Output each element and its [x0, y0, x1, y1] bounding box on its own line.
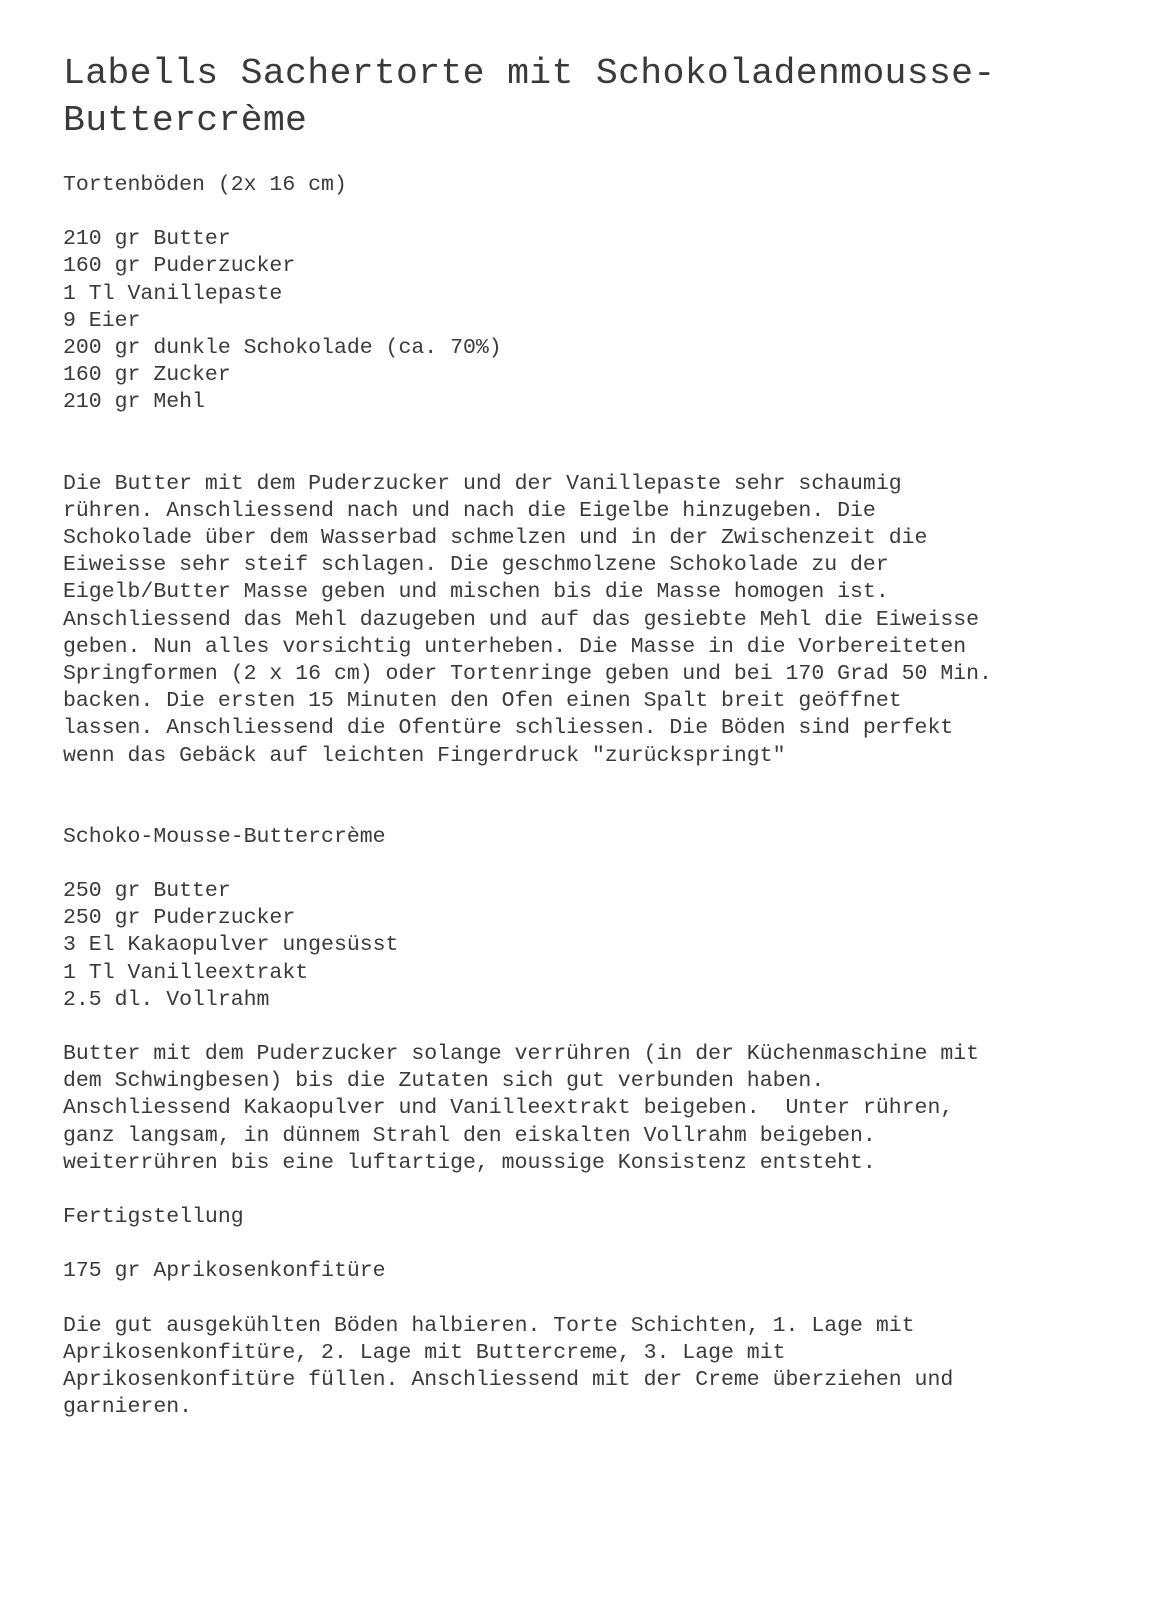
instruction-line: Anschliessend das Mehl dazugeben und auf das gesiebte Mehl die Eiweisse — [63, 607, 980, 632]
instruction-line: Eiweisse sehr steif schlagen. Die geschmolzene Schokolade zu der — [63, 553, 889, 578]
section-buttercreme — [63, 824, 1143, 1177]
instruction-line: dem Schwingbesen) bis die Zutaten sich gut verbunden haben. — [63, 1069, 825, 1094]
instruction-line: rühren. Anschliessend nach und nach die Eigelbe hinzugeben. Die — [63, 498, 876, 523]
instruction-line: garnieren. — [63, 1395, 193, 1420]
instruction-line: Springformen (2 x 16 cm) oder Tortenringe geben und bei 170 Grad 50 Min. — [63, 662, 992, 687]
ingredient-item: 250 gr Puderzucker — [63, 906, 296, 931]
instruction-line: backen. Die ersten 15 Minuten den Ofen einen Spalt breit geöffnet — [63, 689, 902, 714]
ingredient-item: 3 El Kakaopulver ungesüsst — [63, 933, 399, 958]
instruction-line: Butter mit dem Puderzucker solange verrühren (in der Küchenmaschine mit — [63, 1042, 980, 1067]
ingredient-list-tortenboeden — [63, 226, 1143, 416]
instruction-line: weiterrühren bis eine luftartige, moussige Konsistenz entsteht. — [63, 1150, 876, 1175]
instruction-line: Aprikosenkonfitüre, 2. Lage mit Buttercreme, 3. Lage mit — [63, 1340, 786, 1365]
instruction-line: Anschliessend Kakaopulver und Vanilleextrakt beigeben. Unter rühren, — [63, 1096, 954, 1121]
instruction-line: lassen. Anschliessend die Ofentüre schliessen. Die Böden sind perfekt — [63, 716, 954, 741]
ingredient-item: 1 Tl Vanillepaste — [63, 281, 283, 306]
ingredient-item: 9 Eier — [63, 308, 141, 333]
ingredient-item: 160 gr Zucker — [63, 363, 231, 388]
instruction-line: ganz langsam, in dünnem Strahl den eiskalten Vollrahm beigeben. — [63, 1123, 876, 1148]
instruction-line: wenn das Gebäck auf leichten Fingerdruck "zurückspringt" — [63, 743, 786, 768]
instructions-tortenboeden — [63, 471, 1143, 770]
ingredient-list-buttercreme — [63, 878, 1143, 1014]
instruction-line: Die Butter mit dem Puderzucker und der Vanillepaste sehr schaumig — [63, 471, 902, 496]
section-heading-buttercreme: Schoko-Mousse-Buttercrème — [63, 824, 386, 849]
section-tortenboeden — [63, 172, 1143, 770]
recipe-document — [63, 50, 1143, 1421]
section-heading-fertigstellung: Fertigstellung — [63, 1205, 244, 1230]
ingredient-list-fertigstellung — [63, 1258, 1143, 1285]
instruction-line: Schokolade über dem Wasserbad schmelzen und in der Zwischenzeit die — [63, 526, 928, 551]
ingredient-item: 200 gr dunkle Schokolade (ca. 70%) — [63, 336, 502, 361]
instruction-line: geben. Nun alles vorsichtig unterheben. Die Masse in die Vorbereiteten — [63, 634, 967, 659]
ingredient-item: 175 gr Aprikosenkonfitüre — [63, 1259, 386, 1284]
recipe-title — [63, 50, 1143, 144]
instructions-fertigstellung — [63, 1313, 1143, 1422]
instruction-line: Die gut ausgekühlten Böden halbieren. Torte Schichten, 1. Lage mit — [63, 1313, 915, 1338]
recipe-title-line-2: Buttercrème — [63, 100, 308, 141]
instructions-buttercreme — [63, 1041, 1143, 1177]
ingredient-item: 210 gr Butter — [63, 227, 231, 252]
instruction-line: Aprikosenkonfitüre füllen. Anschliessend mit der Creme überziehen und — [63, 1367, 954, 1392]
section-fertigstellung — [63, 1204, 1143, 1421]
ingredient-item: 160 gr Puderzucker — [63, 254, 296, 279]
ingredient-item: 2.5 dl. Vollrahm — [63, 987, 270, 1012]
section-heading-tortenboeden: Tortenböden (2x 16 cm) — [63, 173, 347, 197]
recipe-title-line-1: Labells Sachertorte mit Schokoladenmousse- — [63, 53, 996, 94]
ingredient-item: 1 Tl Vanilleextrakt — [63, 960, 309, 985]
instruction-line: Eigelb/Butter Masse geben und mischen bis die Masse homogen ist. — [63, 580, 889, 605]
ingredient-item: 250 gr Butter — [63, 879, 231, 904]
ingredient-item: 210 gr Mehl — [63, 390, 205, 415]
